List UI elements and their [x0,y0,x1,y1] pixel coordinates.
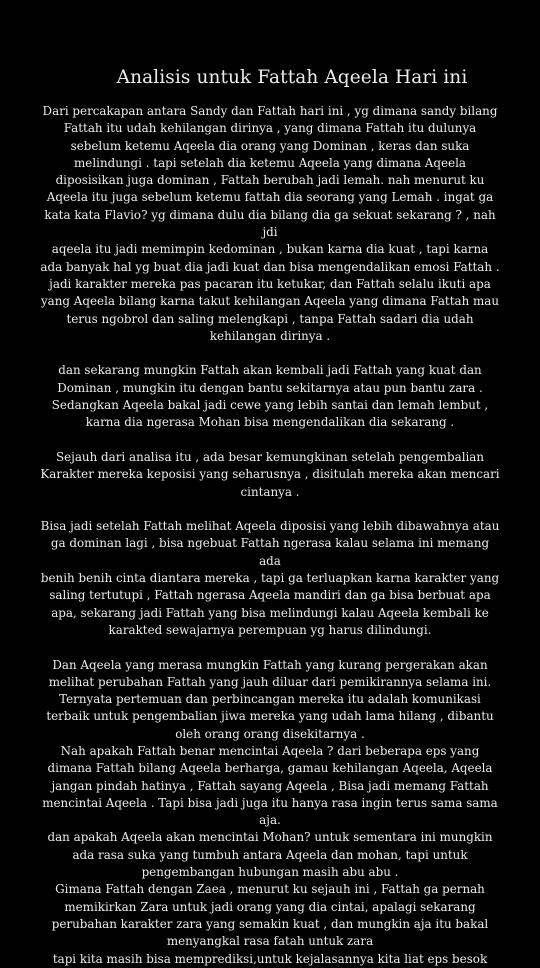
paragraph-spacer [40,345,500,362]
paragraph-spacer [40,639,500,656]
page-title: Analisis untuk Fattah Aqeela Hari ini [116,67,468,88]
paragraph-spacer [40,501,500,518]
paragraph-spacer [40,432,500,449]
paragraph-3: Sejauh dari analisa itu , ada besar kemungkinan setelah pengembalian Karakter mereka keposisi yang seharusnya , disitulah mereka akan mencari cintanya . [40,449,500,499]
analysis-body [40,103,500,968]
paragraph-4: Bisa jadi setelah Fattah melihat Aqeela diposisi yang lebih dibawahnya atau ga dominan lagi , bisa ngebuat Fattah ngerasa kalau selama ini memang ada benih benih cinta diantara mereka , tapi ga terluapkan karna karakter yang saling tertutupi , Fattah ngerasa Aqeela mandiri dan ga bisa berbuat apa apa, sekarang jadi Fattah yang bisa melindungi kalau Aqeela kembali ke karakted sewajarnya perempuan yg harus dilindungi. [40,519,500,637]
paragraph-2: dan sekarang mungkin Fattah akan kembali jadi Fattah yang kuat dan Dominan , mungkin itu dengan bantu sekitarnya atau pun bantu zara . Sedangkan Aqeela bakal jadi cewe yang lebih santai dan lemah lembut , karna dia ngerasa Mohan bisa mengendalikan dia sekarang . [51,363,489,430]
paragraph-1: Dari percakapan antara Sandy dan Fattah hari ini , yg dimana sandy bilang Fattah itu udah kehilangan dirinya , yang dimana Fattah itu dulunya sebelum ketemu Aqeela dia orang yang Dominan , keras dan suka melindungi . tapi setelah dia ketemu Aqeela yang dimana Aqeela diposisikan juga dominan , Fattah berubah jadi lemah. nah menurut ku Aqeela itu juga sebelum ketemu fattah dia seorang yang Lemah . ingat ga kata kata Flavio? yg dimana dulu dia bilang dia ga sekuat sekarang ? , nah jdi aqeela itu jadi memimpin kedominan , bukan karna dia kuat , tapi karna ada banyak hal yg buat dia jadi kuat dan bisa mengendalikan emosi Fattah . jadi karakter mereka pas pacaran itu ketukar, dan Fattah selalu ikuti apa yang Aqeela bilang karna takut kehilangan Aqeela yang dimana Fattah mau terus ngobrol dan saling melengkapi , tanpa Fattah sadari dia udah kehilangan dirinya . [40,104,500,343]
paragraph-5: Dan Aqeela yang merasa mungkin Fattah yang kurang pergerakan akan melihat perubahan Fattah yang jauh diluar dari pemikirannya selama ini. Ternyata pertemuan dan perbincangan mereka itu adalah komunikasi terbaik untuk pengembalian jiwa mereka yang udah lama hilang , dibantu oleh orang orang disekitarnya . Nah apakah Fattah benar mencintai Aqeela ? dari beberapa eps yang dimana Fattah bilang Aqeela berharga, gamau kehilangan Aqeela, Aqeela jangan pindah hatinya , Fattah sayang Aqeela , Bisa jadi memang Fattah mencintai Aqeela . Tapi bisa jadi juga itu hanya rasa ingin terus sama sama aja. dan apakah Aqeela akan mencintai Mohan? untuk sementara ini mungkin ada rasa suka yang tumbuh antara Aqeela dan mohan, tapi untuk pengembangan hubungan masih abu abu . Gimana Fattah dengan Zaea , menurut ku sejauh ini , Fattah ga pernah memikirkan Zara untuk jadi orang yang dia cintai, apalagi sekarang perubahan karakter zara yang semakin kuat , dan mungkin aja itu bakal menyangkal rasa fatah untuk zara tapi kita masih bisa memprediksi,untuk kejalasannya kita liat eps besok [42,657,498,966]
